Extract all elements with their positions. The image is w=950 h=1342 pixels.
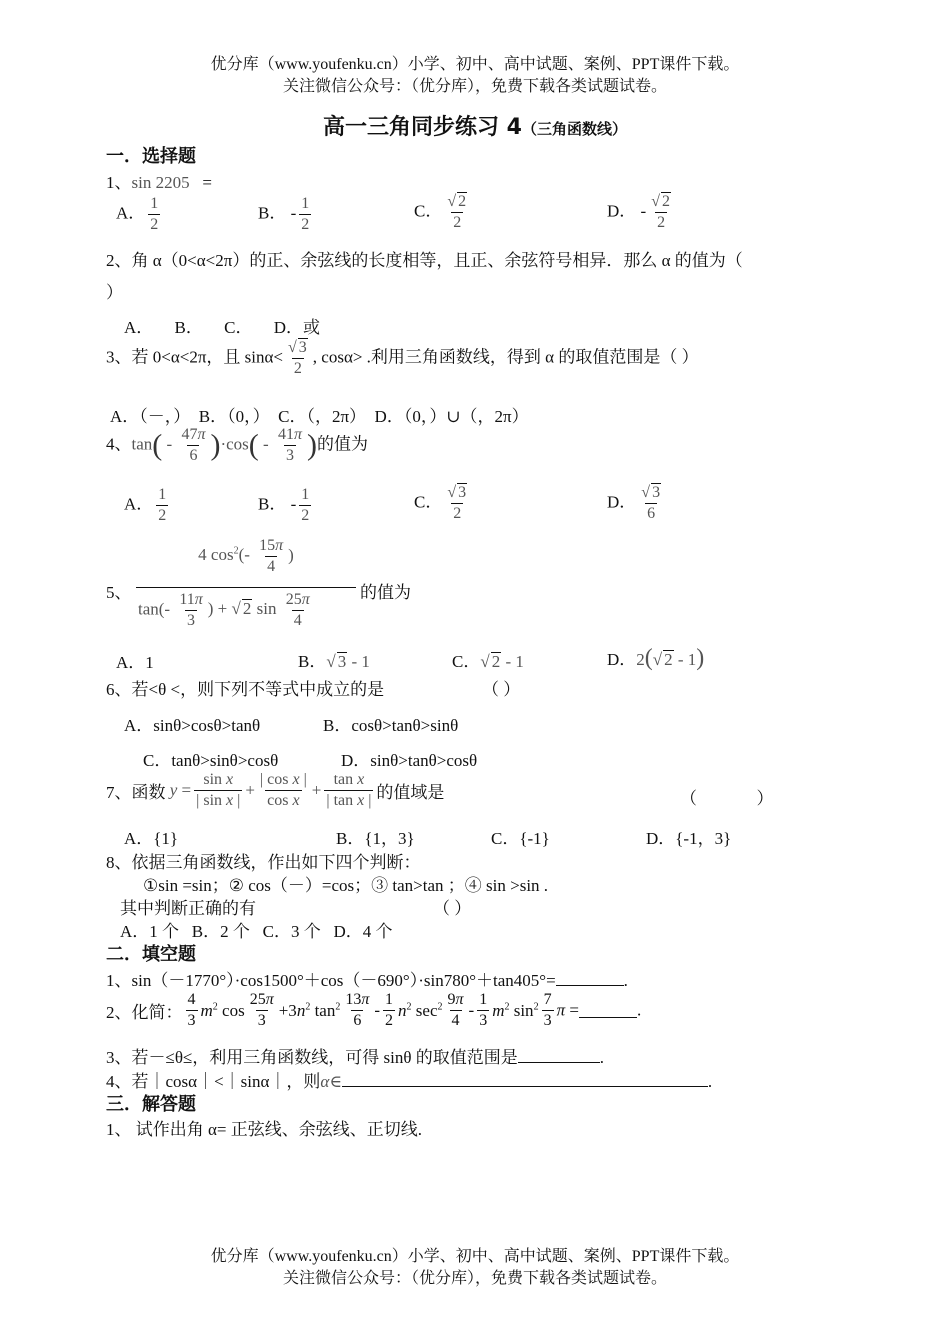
q8-answer-paren: （ ） xyxy=(433,899,472,918)
solve-question-1: 1、 试作出角 α= 正弦线、余弦线、正切线. xyxy=(106,1120,422,1139)
q5-denominator: tan(- $\frac{11\pi}{3}$ ) + √ 2 sin $\frac{25\pi}{4}$ xyxy=(138,591,310,629)
q5-suffix: 的值为 xyxy=(360,583,411,602)
q7-option-b: B．{1，3} xyxy=(336,829,415,848)
answer-blank xyxy=(518,1048,600,1063)
question-1: 1、sin 2205 = xyxy=(106,173,212,192)
answer-blank xyxy=(579,1003,637,1018)
question-7: 7、函数 y = $\frac{\text{sin x}}{\text{| sin x |}}$ + $\frac{\text{| cos x |}}{\text{cos x}}$ + $\frac{\text{tan x}}{\text{| tan x |}}$ 的值域是 xyxy=(106,771,445,809)
title-sub: （三角函数线） xyxy=(521,120,627,138)
q7-answer-paren: （ ） xyxy=(680,789,774,808)
section-heading-solve: 三．解答题 xyxy=(106,1094,196,1115)
q5-option-c: C．√ 2 - 1 xyxy=(452,652,524,671)
question-8: 8、依据三角函数线，作出如下四个判断： xyxy=(106,853,421,872)
question-2: 2、角 α（0<α<2π）的正、余弦线的长度相等，且正、余弦符号相异．那么 α 的值为（ xyxy=(106,251,743,270)
q4-option-d: D． $\frac{√ 3}{6}$ xyxy=(607,484,661,522)
q1-option-a: A． $\frac{1}{2}$ xyxy=(116,195,159,233)
q1-option-d: D． - $\frac{√ 2}{2}$ xyxy=(607,193,670,231)
page-header-line1: 优分库（www.youfenku.cn）小学、初中、高中试题、案例、PPT课件下载。 xyxy=(210,56,740,73)
q7-option-a: A．{1} xyxy=(124,829,179,848)
q5-fraction-bar xyxy=(136,587,356,588)
q8-prompt: 其中判断正确的有 xyxy=(120,899,256,918)
fill-question-2: 2、化简： $\frac{4}{3}$ $m^2$ cos $\frac{25\pi}{3}$ $+3n^2$ $\tan^2$ $\frac{13\pi}{6}$ - $\frac{1}{2}$ $n^2$ $\sec^2$ $\frac{9\pi}{4}$ - $\frac{1}{3}$ $m^2$ $\sin^2$ $\frac{7}{3}$ π = . xyxy=(106,991,642,1029)
q3-options: A．（－，） B．（0，） C．（，2π） D．（0，）∪（，2π） xyxy=(110,407,529,426)
section-heading-choice: 一．选择题 xyxy=(106,146,196,167)
answer-blank xyxy=(556,971,624,986)
page-footer-line1: 优分库（www.youfenku.cn）小学、初中、高中试题、案例、PPT课件下载。 xyxy=(210,1248,740,1265)
fill-question-3: 3、若－≤θ≤，利用三角函数线，可得 sinθ 的取值范围是 . xyxy=(106,1048,605,1067)
answer-blank xyxy=(342,1072,708,1087)
page-title xyxy=(0,110,950,141)
fill-question-1: 1、sin（－1770°）·cos1500°＋cos（－690°）·sin780°＋tan405°= . xyxy=(106,971,628,990)
q5-option-b: B．√ 3 - 1 xyxy=(298,652,370,671)
q4-option-b: B． - $\frac{1}{2}$ xyxy=(258,486,310,524)
q1-option-c: C． $\frac{√ 2}{2}$ xyxy=(414,193,467,231)
q5-numerator: 4 $\cos^2(-$ $\frac{15\pi}{4}$ ) xyxy=(198,537,294,575)
q5-option-d: D．2(√ 2 - 1) xyxy=(607,645,705,671)
q6-option-b: B．cosθ>tanθ>sinθ xyxy=(323,716,459,735)
q7-option-c: C．{-1} xyxy=(491,829,550,848)
page-header-line2: 关注微信公众号：（优分库），免费下载各类试题试卷。 xyxy=(282,78,667,95)
q1-expression: sin 2205 xyxy=(131,173,190,192)
section-heading-fill: 二．填空题 xyxy=(106,944,196,965)
q6-option-d: D．sinθ>tanθ>cosθ xyxy=(341,751,478,770)
q8-statements: ①sin =sin；② cos（－）=cos；③ tan>tan ；④ sin >sin . xyxy=(143,876,549,895)
q2-options: A． B． C． D．或 xyxy=(124,318,320,337)
q6-option-a: A．sinθ>cosθ>tanθ xyxy=(124,716,261,735)
page-footer-line2: 关注微信公众号：（优分库），免费下载各类试题试卷。 xyxy=(282,1270,667,1287)
q7-option-d: D．{-1，3} xyxy=(646,829,732,848)
title-main: 高一三角同步练习 4 xyxy=(323,115,522,140)
q5-option-a: A．1 xyxy=(116,653,154,672)
q1-option-b: B． - $\frac{1}{2}$ xyxy=(258,195,310,233)
question-2-close: ） xyxy=(106,283,123,302)
q6-answer-paren: （ ） xyxy=(482,680,521,699)
question-3: 3、若 0<α<2π，且 sinα< $\frac{√ 3}{2}$ , cosα> .利用三角函数线，得到 α 的取值范围是（ ） xyxy=(106,339,699,377)
q6-option-c: C．tanθ>sinθ>cosθ xyxy=(143,751,279,770)
q4-option-a: A． $\frac{1}{2}$ xyxy=(124,486,167,524)
q5-prefix: 5、 xyxy=(106,583,132,602)
question-4: 4、tan( - $\frac{47\pi}{6}$ )·cos( - $\frac{41\pi}{3}$ )的值为 xyxy=(106,426,368,464)
q4-option-c: C． $\frac{√ 3}{2}$ xyxy=(414,484,467,522)
q8-options: A．1 个 B．2 个 C．3 个 D．4 个 xyxy=(120,922,393,941)
fill-question-4: 4、若｜cosα｜<｜sinα｜，则α∈ . xyxy=(106,1072,713,1091)
question-6: 6、若<θ <，则下列不等式中成立的是 xyxy=(106,680,385,699)
